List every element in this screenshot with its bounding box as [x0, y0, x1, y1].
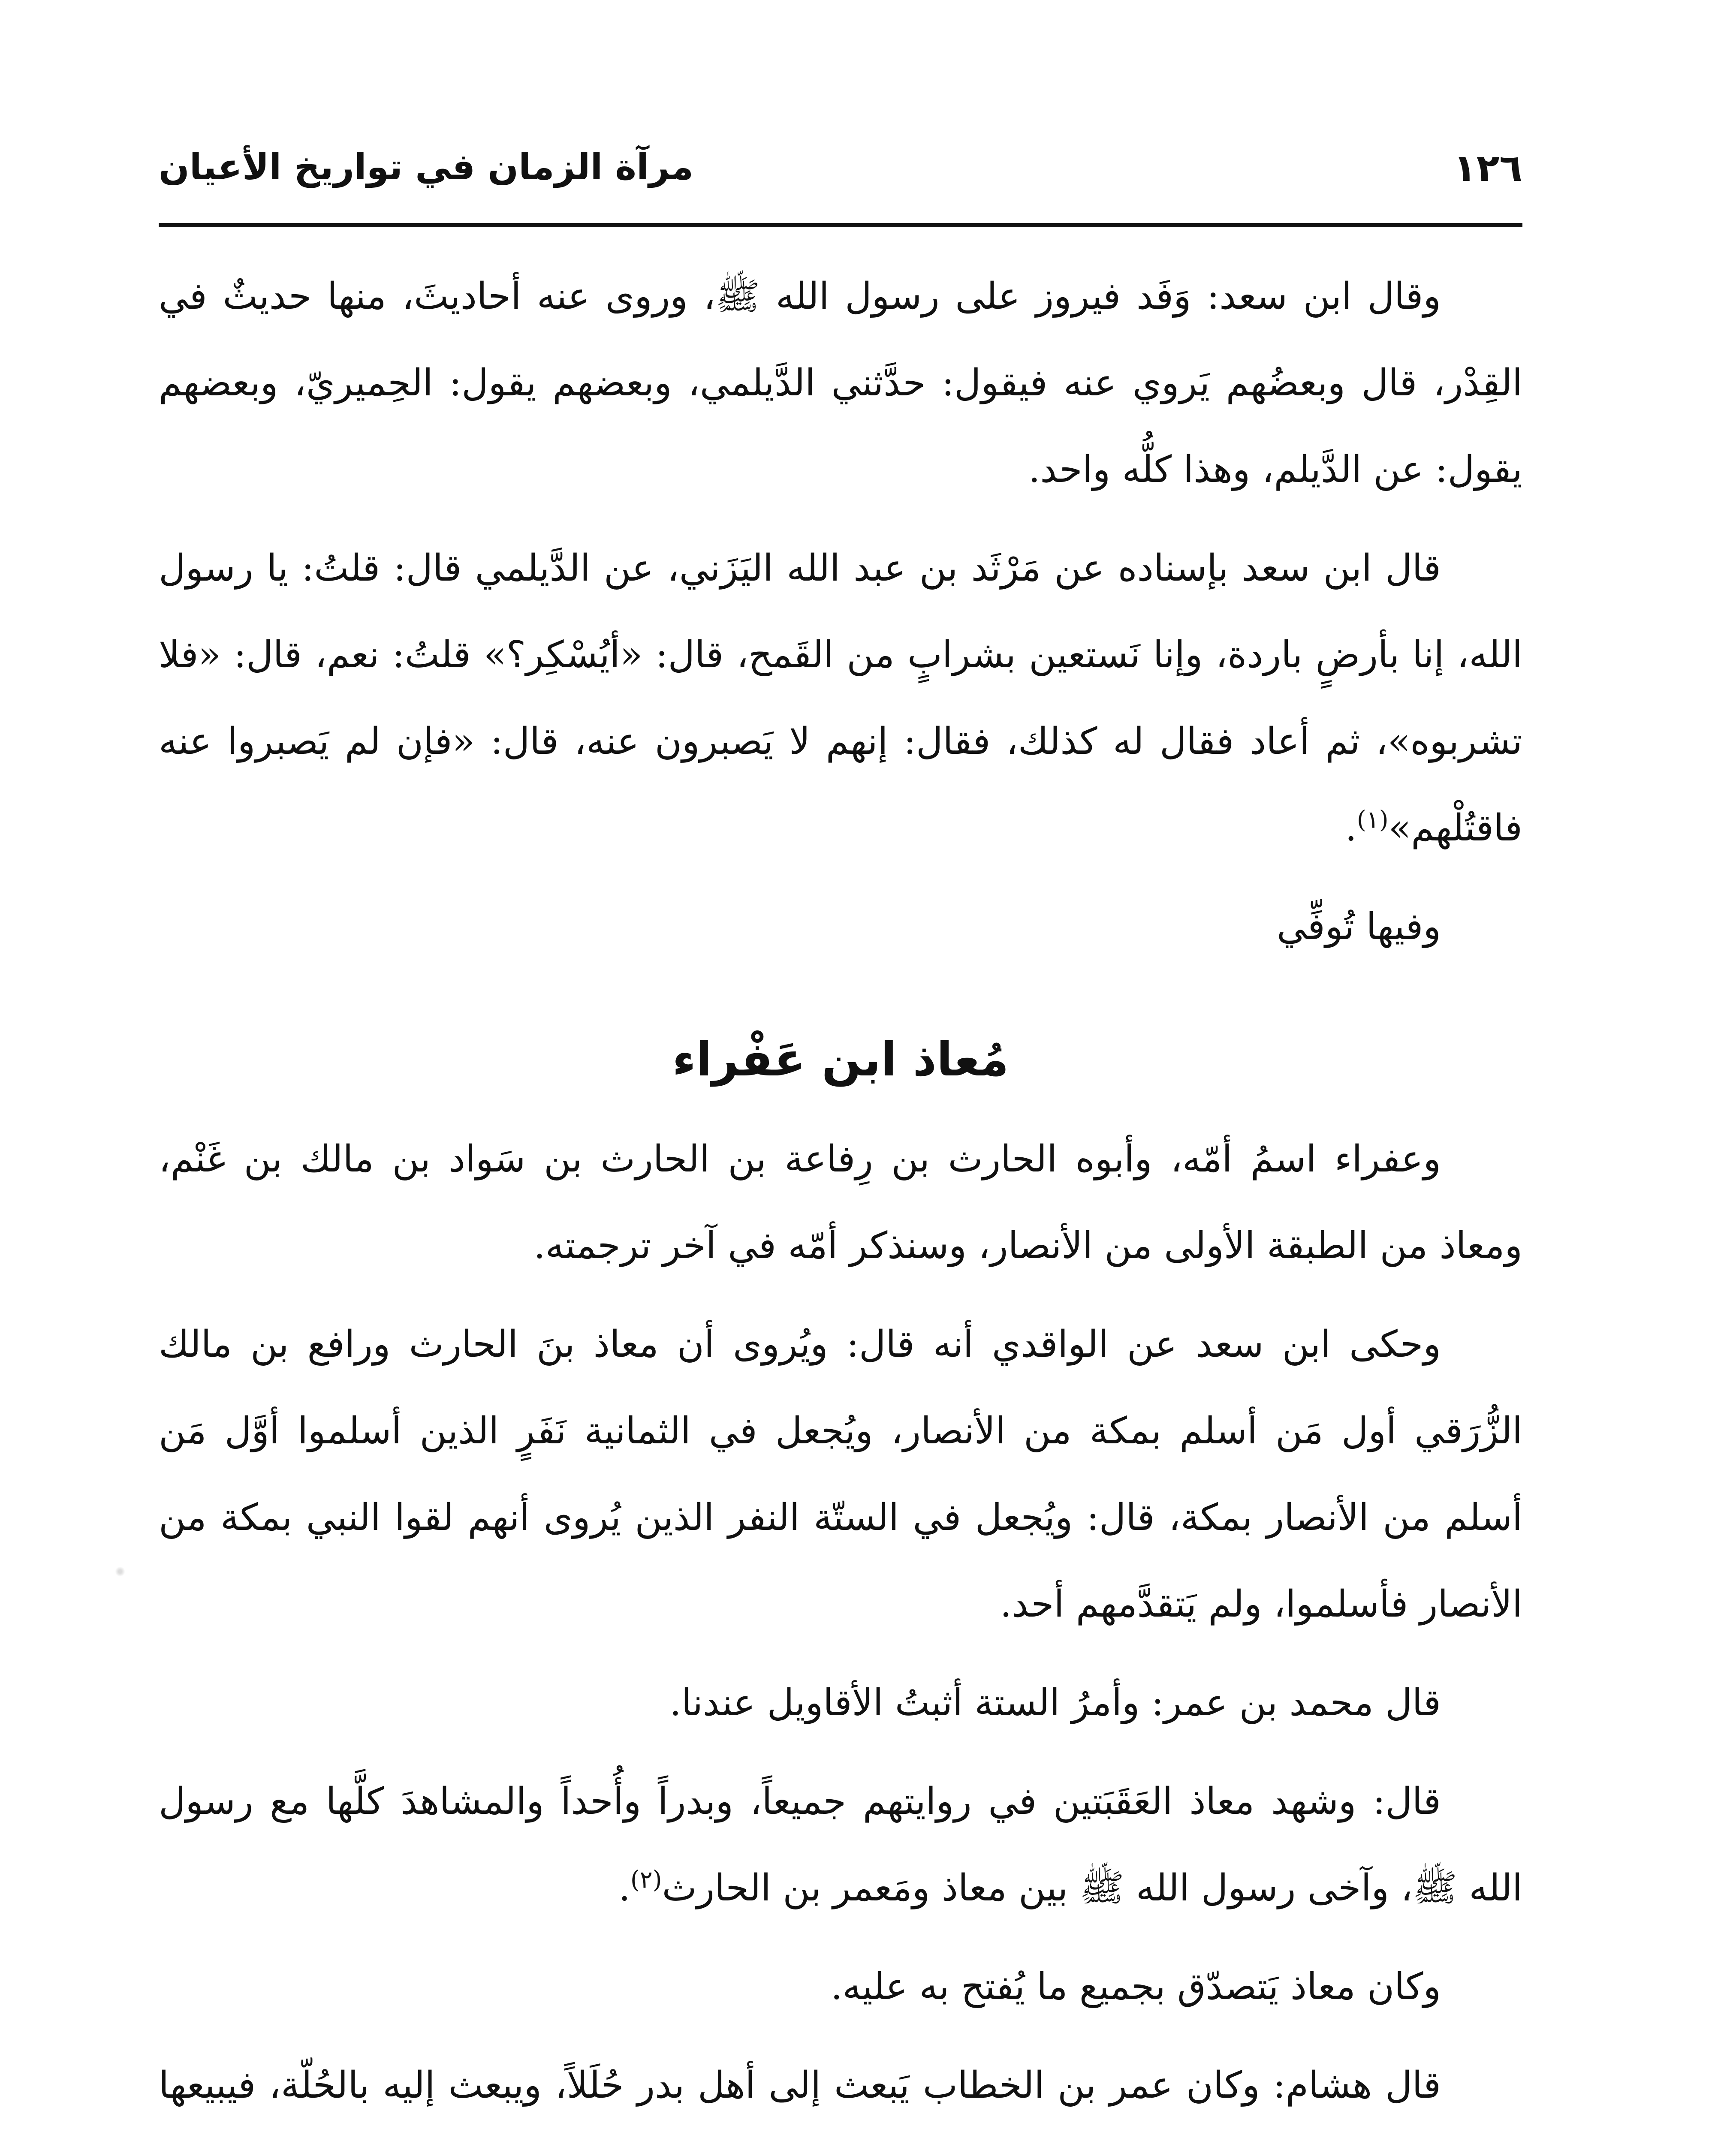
paragraph-text: قال: وشهد معاذ العَقَبَتين في روايتهم جميعاً، وبدراً وأُحداً والمشاهدَ كلَّها مع رسول الله ﷺ، وآخى رسول الله ﷺ بين معاذ ومَعمر بن الحارث: [159, 1780, 1522, 1909]
paragraph: قال: وشهد معاذ العَقَبَتين في روايتهم جميعاً، وبدراً وأُحداً والمشاهدَ كلَّها مع رسول الله ﷺ، وآخى رسول الله ﷺ بين معاذ ومَعمر بن الحارث$^{(٢)}$.: [159, 1780, 1522, 1909]
paragraph: قال ابن سعد بإسناده عن مَرْثَد بن عبد الله اليَزَني، عن الدَّيلمي قال: قلتُ: يا رسول الله، إنا بأرضٍ باردة، وإنا نَستعين بشرابٍ من القَمح، قال: «أيُسْكِر؟» قلتُ: نعم، قال: «فلا تشربوه»، ثم أعاد فقال له كذلك، فقال: إنهم لا يَصبرون عنه، قال: «فإن لم يَصبروا عنه فاقتُلْهم»$^{(١)}$.: [159, 547, 1522, 849]
book-title: مرآة الزمان في تواريخ الأعيان: [159, 146, 694, 188]
header-rule: [159, 223, 1522, 227]
paragraph: وحكى ابن سعد عن الواقدي أنه قال: ويُروى أن معاذ بنَ الحارث ورافع بن مالك الزُّرَقي أول مَن أسلم بمكة من الأنصار، ويُجعل في الثمانية نَفَرٍ الذين أسلموا أوَّل مَن أسلم من الأنصار بمكة، قال: ويُجعل في الستّة النفر الذين يُروى أنهم لقوا النبي بمكة من الأنصار فأسلموا، ولم يَتقدَّمهم أحد.: [159, 1323, 1522, 1626]
running-header: [159, 129, 1522, 202]
paragraph: وعفراء اسمُ أمّه، وأبوه الحارث بن رِفاعة بن الحارث بن سَواد بن مالك بن غَنْم، ومعاذ من الطبقة الأولى من الأنصار، وسنذكر أمّه في آخر ترجمته.: [159, 1138, 1522, 1267]
paragraph: وقال ابن سعد: وَفَد فيروز على رسول الله ﷺ، وروى عنه أحاديثَ، منها حديثٌ في القِدْر، قال وبعضُهم يَروي عنه فيقول: حدَّثني الدَّيلمي، وبعضهم يقول: الحِميريّ، وبعضهم يقول: عن الدَّيلم، وهذا كلُّه واحد.: [159, 275, 1522, 491]
paragraph: قال هشام: وكان عمر بن الخطاب يَبعث إلى أهل بدر حُلَلاً، ويبعث إليه بالحُلّة، فيبيعها: [159, 2064, 1441, 2107]
paragraph: قال محمد بن عمر: وأمرُ الستة أثبتُ الأقاويل عندنا.: [669, 1681, 1441, 1724]
footnote-reference: (٢): [630, 1866, 662, 1894]
page-number: ١٢٦: [1453, 146, 1522, 190]
scan-speck: [107, 1561, 133, 1582]
main-text: [159, 253, 1522, 2144]
paragraph-text: قال ابن سعد بإسناده عن مَرْثَد بن عبد الله اليَزَني، عن الدَّيلمي قال: قلتُ: يا رسول الله، إنا بأرضٍ باردة، وإنا نَستعين بشرابٍ من القَمح، قال: «أيُسْكِر؟» قلتُ: نعم، قال: «فلا تشربوه»، ثم أعاد فقال له كذلك، فقال: إنهم لا يَصبرون عنه، قال: «فإن لم يَصبروا عنه فاقتُلْهم»: [159, 547, 1522, 849]
section-heading: مُعاذ ابن عَفْراء: [672, 1033, 1009, 1087]
footnote-reference: (١): [1356, 806, 1389, 834]
paragraph: وكان معاذ يَتصدّق بجميع ما يُفتح به عليه.: [831, 1965, 1441, 2008]
paragraph: وفيها تُوفِّي: [1277, 905, 1441, 948]
